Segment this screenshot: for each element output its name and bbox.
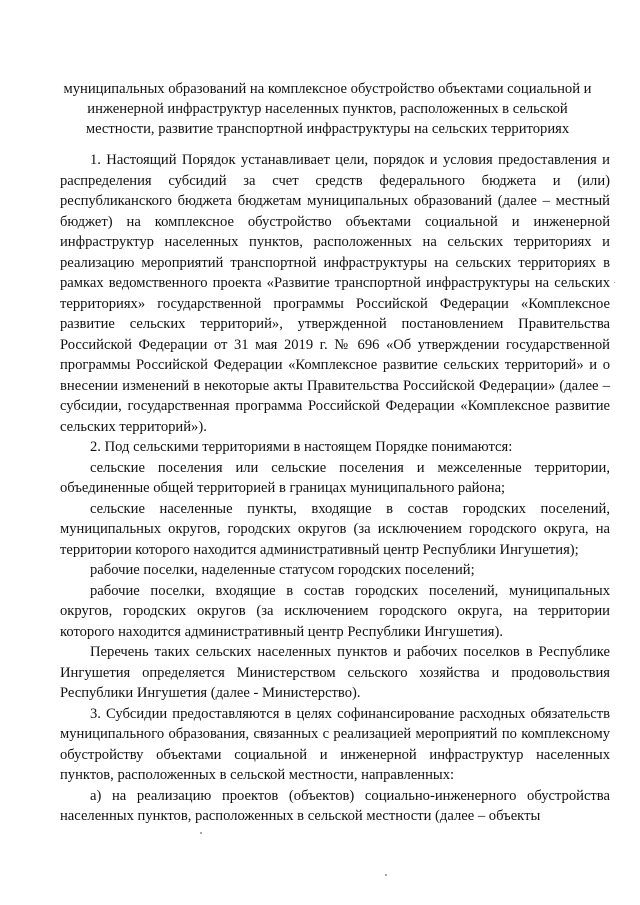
scan-speck xyxy=(385,874,387,876)
paragraph-6: рабочие поселки, входящие в состав городских поселений, муниципальных округов, городских округов (за исключением городского округа, на территории которого находится административный центр Республики Ингушетия). xyxy=(60,582,610,640)
paragraph-3: сельские поселения или сельские поселения и межселенные территории, объединенные общей территорией в границах муниципального района; xyxy=(60,459,610,496)
heading-line-3: местности, развитие транспортной инфраструктуры на сельских территориях xyxy=(85,121,570,137)
paragraph-7: Перечень таких сельских населенных пунктов и рабочих поселков в Республике Ингушетия определяется Министерством сельского хозяйства и продовольствия Республики Ингушетия (далее - Министерство). xyxy=(60,644,610,701)
document-body xyxy=(60,150,610,827)
document-heading xyxy=(40,79,615,139)
paragraph-2: 2. Под сельскими территориями в настоящем Порядке понимаются: xyxy=(90,439,513,455)
paragraph-9: а) на реализацию проектов (объектов) социально-инженерного обустройства населенных пунктов, расположенных в сельской местности (далее – объекты xyxy=(60,787,610,824)
scan-speck xyxy=(200,832,202,834)
paragraph-4: сельские населенные пункты, входящие в состав городских поселений, муниципальных округов, городских округов (за исключением городского округа, на территории которого находится административный центр Республики Ингушетия); xyxy=(60,500,610,558)
paragraph-8: 3. Субсидии предоставляются в целях софинансирование расходных обязательств муниципального образования, связанных с реализацией мероприятий по комплексному обустройству объектами социальной и инженерной инфраструктур населенных пунктов, расположенных в сельской местности, направленных: xyxy=(60,705,610,783)
heading-line-1: муниципальных образований на комплексное обустройство объектами социальной и xyxy=(63,81,592,97)
paragraph-1: 1. Настоящий Порядок устанавливает цели, порядок и условия предоставления и распределения субсидий за счет средств федерального бюджета и (или) республиканского бюджета бюджетам муниципальных образований (далее – местный бюджет) на комплексное обустройство объектами социальной и инженерной инфраструктур населенных пунктов, расположенных на сельских территориях и реализацию мероприятий транспортной инфраструктуры на сельских территориях в рамках ведомственного проекта «Развитие транспортной инфраструктуры на сельских территориях» государственной программы Российской Федерации «Комплексное развитие сельских территорий», утвержденной постановлением Правительства Российской Федерации от 31 мая 2019 г. № 696 «Об утверждении государственной программы Российской Федерации «Комплексное развитие сельских территорий» и о внесении изменений в некоторые акты Правительства Российской Федерации» (далее – субсидии, государственная программа Российской Федерации «Комплексное развитие сельских территорий»). xyxy=(60,152,610,435)
scan-speck xyxy=(614,282,615,283)
paragraph-5: рабочие поселки, наделенные статусом городских поселений; xyxy=(90,562,475,578)
heading-line-2: инженерной инфраструктур населенных пунктов, расположенных в сельской xyxy=(87,101,568,117)
